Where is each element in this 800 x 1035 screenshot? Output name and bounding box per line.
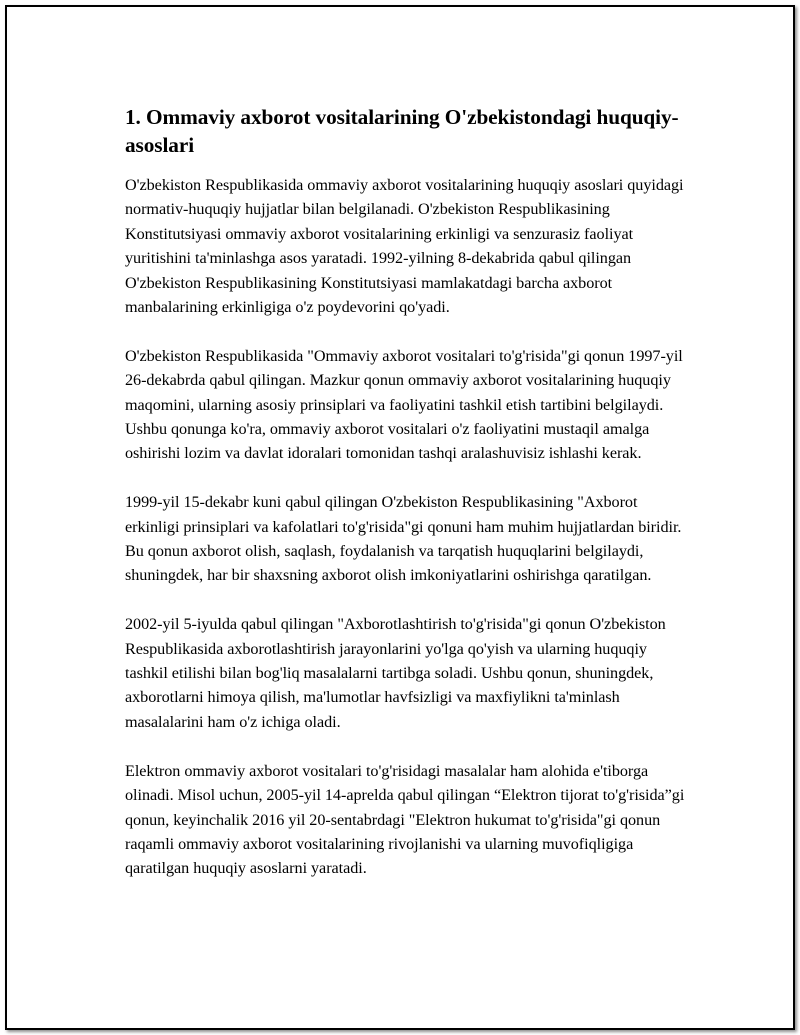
paragraph-informatization-law: 2002-yil 5-iyulda qabul qilingan "Axborotlashtirish to'g'risida"gi qonun O'zbekiston Respublikasida axborotlashtirish jarayonlarini yo'lga qo'yish va ularning huquqiy tashkil etilishi bilan bog'liq masalalarni tartibga soladi. Ushbu qonun, shuningdek, axborotlarni himoya qilish, ma'lumotlar havfsizligi va maxfiylikni ta'minlash masalalarini ham o'z ichiga oladi. (125, 615, 666, 731)
paragraph-mass-media-law: O'zbekiston Respublikasida "Ommaviy axborot vositalari to'g'risida"gi qonun 1997-yil 26-dekabrda qabul qilingan. Mazkur qonun ommaviy axborot vositalarining huquqiy maqomini, ularning asosiy prinsiplari va faoliyatini tashkil etish tartibini belgilaydi. Ushbu qonunga ko'ra, ommaviy axborot vositalari o'z faoliyatini mustaqil amalga oshirishi lozim va davlat idoralari tomonidan tashqi aralashuvisiz ishlashi kerak. (125, 346, 683, 463)
document-page (5, 5, 795, 1030)
paragraph-electronic-media: Elektron ommaviy axborot vositalari to'g'risidagi masalalar ham alohida e'tiborga olinadi. Misol uchun, 2005-yil 14-aprelda qabul qilingan “Elektron tijorat to'g'risida”gi qonun, keyinchalik 2016 yil 20-sentabrdagi "Elektron hukumat to'g'risida"gi qonun raqamli ommaviy axborot vositalarining rivojlanishi va ularning muvofiqligiga qaratilgan huquqiy asoslarni yaratadi. (125, 761, 685, 878)
paragraph-freedom-of-information-law: 1999-yil 15-dekabr kuni qabul qilingan O'zbekiston Respublikasining "Axborot erkinligi prinsiplari va kafolatlari to'g'risida"gi qonuni ham muhim hujjatlardan biridir. Bu qonun axborot olish, saqlash, foydalanish va tarqatish huquqlarini belgilaydi, shuningdek, har bir shaxsning axborot olish imkoniyatlarini oshirishga qaratilgan. (125, 493, 682, 585)
paragraph-legal-bases: O'zbekiston Respublikasida ommaviy axborot vositalarining huquqiy asoslari quyidagi normativ-huquqiy hujjatlar bilan belgilanadi. O'zbekiston Respublikasining Konstitutsiyasi ommaviy axborot vositalarining erkinligi va senzurasiz faoliyat yuritishini ta'minlashga asos yaratadi. 1992-yilning 8-dekabrida qabul qilingan O'zbekiston Respublikasining Konstitutsiyasi mamlakatdagi barcha axborot manbalarining erkinligiga o'z poydevorini qo'yadi. (125, 176, 684, 317)
document-content (125, 103, 690, 881)
section-heading: 1. Ommaviy axborot vositalarining O'zbekistondagi huquqiy-asoslari (125, 105, 679, 157)
